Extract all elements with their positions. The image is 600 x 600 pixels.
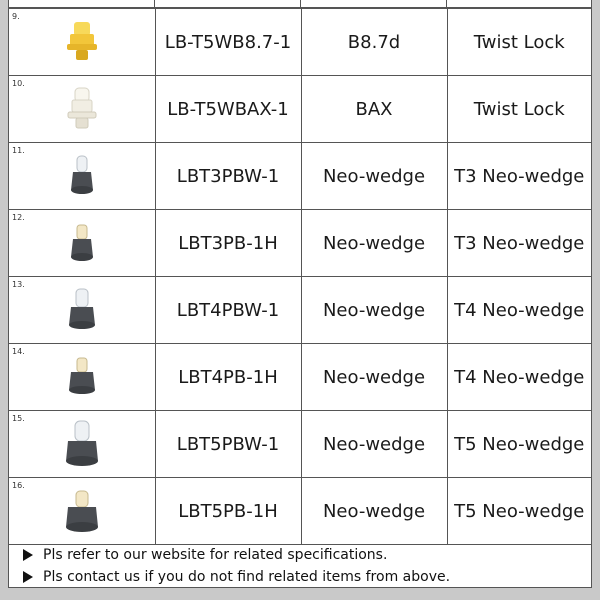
mount-type: T3 Neo-wedge <box>447 210 591 277</box>
row-index: 15. <box>12 414 25 423</box>
base-type: Neo-wedge <box>301 344 447 411</box>
table-row <box>9 411 591 478</box>
part-number: LBT4PB-1H <box>155 344 301 411</box>
note-item <box>9 566 591 588</box>
part-number: LBT3PBW-1 <box>155 143 301 210</box>
table-row <box>9 9 591 76</box>
mount-type: T3 Neo-wedge <box>447 143 591 210</box>
product-table <box>9 8 591 545</box>
base-type: BAX <box>301 76 447 143</box>
base-type: Neo-wedge <box>301 277 447 344</box>
table-row <box>9 210 591 277</box>
row-index: 11. <box>12 146 25 155</box>
image-cell <box>9 344 155 411</box>
image-cell <box>9 210 155 277</box>
product-sheet <box>8 0 592 588</box>
part-number: LBT5PB-1H <box>155 478 301 545</box>
part-number: LBT4PBW-1 <box>155 277 301 344</box>
base-type: Neo-wedge <box>301 478 447 545</box>
base-type: Neo-wedge <box>301 143 447 210</box>
part-number: LB-T5WB8.7-1 <box>155 9 301 76</box>
table-row <box>9 344 591 411</box>
image-cell <box>9 76 155 143</box>
table-row <box>9 143 591 210</box>
mount-type: T4 Neo-wedge <box>447 344 591 411</box>
note-text: Pls refer to our website for related specifications. <box>43 547 388 563</box>
image-cell <box>9 478 155 545</box>
base-type: Neo-wedge <box>301 411 447 478</box>
part-number: LB-T5WBAX-1 <box>155 76 301 143</box>
previous-row-stub <box>9 0 591 8</box>
row-index: 10. <box>12 79 25 88</box>
row-index: 13. <box>12 280 25 289</box>
mount-type: T4 Neo-wedge <box>447 277 591 344</box>
row-index: 14. <box>12 347 25 356</box>
part-number: LBT3PB-1H <box>155 210 301 277</box>
play-arrow-icon <box>23 571 33 583</box>
mount-type: T5 Neo-wedge <box>447 411 591 478</box>
note-item <box>9 544 591 566</box>
image-cell <box>9 411 155 478</box>
image-cell <box>9 277 155 344</box>
table-row <box>9 76 591 143</box>
image-cell <box>9 9 155 76</box>
note-text: Pls contact us if you do not find related items from above. <box>43 569 451 585</box>
neo-wedge-bulb-icon <box>62 419 102 469</box>
table-row <box>9 478 591 545</box>
image-cell <box>9 143 155 210</box>
play-arrow-icon <box>23 549 33 561</box>
neo-wedge-bulb-icon <box>67 154 97 198</box>
notes-section <box>9 544 591 588</box>
row-index: 12. <box>12 213 25 222</box>
part-number: LBT5PBW-1 <box>155 411 301 478</box>
white-twist-lock-bulb-icon <box>62 86 102 132</box>
table-row <box>9 277 591 344</box>
neo-wedge-bulb-icon <box>67 221 97 265</box>
neo-wedge-bulb-icon <box>65 354 99 400</box>
row-index: 16. <box>12 481 25 490</box>
base-type: B8.7d <box>301 9 447 76</box>
mount-type: Twist Lock <box>447 9 591 76</box>
neo-wedge-bulb-icon <box>62 487 102 535</box>
mount-type: Twist Lock <box>447 76 591 143</box>
yellow-twist-lock-bulb-icon <box>62 20 102 64</box>
base-type: Neo-wedge <box>301 210 447 277</box>
mount-type: T5 Neo-wedge <box>447 478 591 545</box>
row-index: 9. <box>12 12 20 21</box>
neo-wedge-bulb-icon <box>65 287 99 333</box>
